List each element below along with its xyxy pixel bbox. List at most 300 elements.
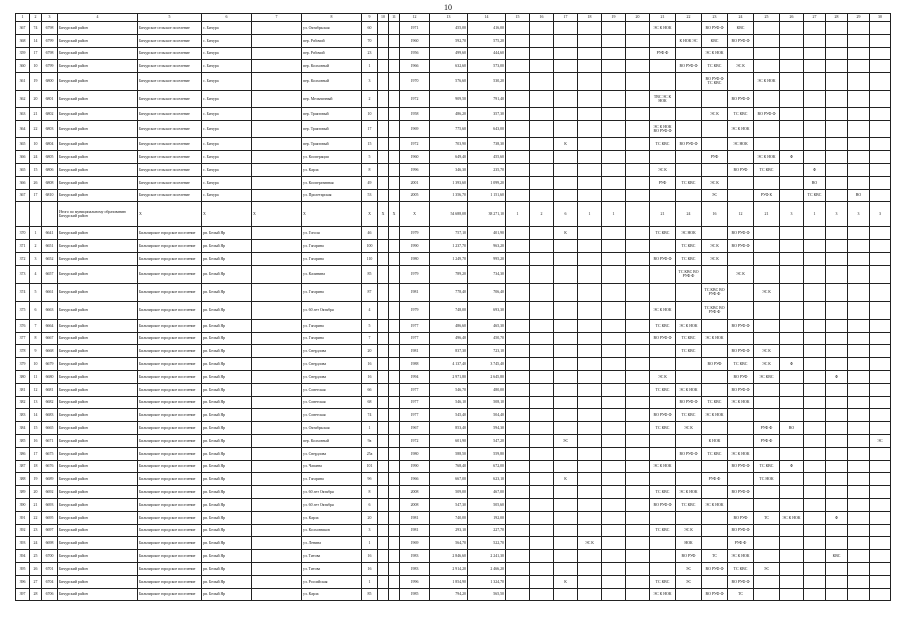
table-cell: 1 151,60 (468, 189, 506, 202)
table-cell (780, 34, 804, 47)
table-cell: РУФ (650, 176, 676, 189)
table-cell (626, 511, 650, 524)
table-cell (506, 409, 530, 422)
table-cell (804, 575, 826, 588)
table-cell (252, 575, 302, 588)
table-row (16, 409, 891, 422)
table-cell: К (554, 575, 578, 588)
table-cell: ЭС К НОК (676, 319, 702, 332)
table-cell (826, 383, 848, 396)
table-cell: Бичурский район (58, 34, 138, 47)
table-cell (754, 499, 780, 512)
table-cell (530, 447, 554, 460)
table-cell (578, 189, 602, 202)
table-cell (870, 240, 891, 253)
table-cell: ЭС (870, 435, 891, 448)
table-row (16, 301, 891, 319)
table-cell (530, 34, 554, 47)
table-cell: рп. Белый Яр (202, 283, 252, 301)
table-cell (870, 575, 891, 588)
table-cell (252, 396, 302, 409)
table-cell: 16 (530, 14, 554, 22)
table-cell: 3 745,40 (468, 358, 506, 371)
table-cell (826, 422, 848, 435)
table-cell: Бильчирское городское поселение (138, 486, 202, 499)
table-cell (578, 47, 602, 60)
table-cell: 385 (16, 435, 30, 448)
table-cell (728, 435, 754, 448)
table-cell (578, 473, 602, 486)
table-cell (676, 90, 702, 108)
table-row (16, 524, 891, 537)
table-cell (626, 34, 650, 47)
table-cell: 26 (780, 14, 804, 22)
table-cell (578, 108, 602, 121)
table-cell: Ф (826, 371, 848, 384)
table-cell (602, 240, 626, 253)
table-cell: Бильчирское городское поселение (138, 319, 202, 332)
table-cell: 6804 (42, 138, 58, 151)
table-cell (626, 345, 650, 358)
table-cell: Бичурский район (58, 265, 138, 283)
table-cell: ТС КВС (676, 409, 702, 422)
table-cell: Бичурский район (58, 108, 138, 121)
table-cell: Бичурское сельское поселение (138, 90, 202, 108)
table-cell (754, 47, 780, 60)
table-row (16, 332, 891, 345)
table-cell (252, 189, 302, 202)
table-cell (728, 499, 754, 512)
table-cell: ВО РУФ Ф (754, 108, 780, 121)
table-cell (389, 499, 400, 512)
table-cell: ЭС НОК (728, 138, 754, 151)
table-cell (754, 60, 780, 73)
table-cell (378, 575, 389, 588)
table-cell: ТС КВС ВО РУФ Ф (702, 283, 728, 301)
table-cell: рп. Белый Яр (202, 588, 252, 601)
table-cell: Бичурский район (58, 588, 138, 601)
table-cell (530, 460, 554, 473)
table-cell: 1960 (400, 151, 430, 164)
table-cell (578, 396, 602, 409)
table-cell (530, 319, 554, 332)
table-cell: 17 (30, 189, 42, 202)
table-cell (804, 47, 826, 60)
table-cell: Ф (804, 164, 826, 177)
table-cell: Бильчирское городское поселение (138, 253, 202, 266)
table-cell (804, 138, 826, 151)
table-cell (826, 524, 848, 537)
table-cell (780, 138, 804, 151)
table-cell: Бичурский район (58, 283, 138, 301)
table-cell: 6681 (42, 383, 58, 396)
table-cell: 573,00 (468, 60, 506, 73)
table-cell: Ф (780, 460, 804, 473)
table-cell: Бильчирское городское поселение (138, 396, 202, 409)
table-cell (826, 164, 848, 177)
table-cell: 643,00 (468, 120, 506, 138)
table-cell (554, 265, 578, 283)
table-cell (804, 524, 826, 537)
table-cell: 6657 (42, 265, 58, 283)
table-cell (804, 120, 826, 138)
table-cell (506, 435, 530, 448)
table-cell (804, 301, 826, 319)
table-cell: ТС КВС (650, 319, 676, 332)
table-cell (650, 108, 676, 121)
table-cell (728, 283, 754, 301)
table-cell (626, 60, 650, 73)
table-cell (389, 550, 400, 563)
table-cell: 378 (16, 345, 30, 358)
table-cell: 1977 (400, 409, 430, 422)
table-cell (780, 60, 804, 73)
table-cell: 486,20 (430, 108, 468, 121)
table-cell: Бичурский район (58, 60, 138, 73)
table-cell: ЭС К (702, 108, 728, 121)
table-cell (848, 301, 870, 319)
table-cell (848, 319, 870, 332)
table-cell: 395 (16, 563, 30, 576)
table-cell: ВО РУФ Ф (650, 253, 676, 266)
table-cell: ЭС К НОК (702, 47, 728, 60)
table-cell (578, 164, 602, 177)
table-cell (780, 371, 804, 384)
table-cell (506, 138, 530, 151)
table-cell: Х (378, 202, 389, 227)
table-cell (506, 265, 530, 283)
table-cell: 22 (676, 14, 702, 22)
table-cell: Бильчирское городское поселение (138, 447, 202, 460)
table-cell (754, 120, 780, 138)
table-cell (578, 227, 602, 240)
table-cell: 1 249,70 (430, 253, 468, 266)
table-cell (870, 22, 891, 35)
table-row (16, 240, 891, 253)
table-row (16, 371, 891, 384)
table-cell: 1970 (400, 73, 430, 91)
table-cell (389, 176, 400, 189)
table-cell: 2 645,80 (468, 371, 506, 384)
table-cell (870, 396, 891, 409)
table-cell (870, 383, 891, 396)
table-cell: 909,50 (430, 90, 468, 108)
table-cell (554, 60, 578, 73)
table-cell: КВС (826, 550, 848, 563)
table-cell (378, 164, 389, 177)
table-cell: Х (362, 202, 378, 227)
table-row (16, 358, 891, 371)
table-cell: 376 (16, 319, 30, 332)
table-cell: ЭС К (728, 60, 754, 73)
table-cell (826, 240, 848, 253)
table-cell (252, 383, 302, 396)
table-cell: 360 (16, 60, 30, 73)
table-cell: 450,70 (468, 332, 506, 345)
table-cell: ул. Калинина (302, 265, 362, 283)
table-cell (702, 537, 728, 550)
table-cell (826, 90, 848, 108)
table-cell (804, 396, 826, 409)
table-cell: 384 (16, 422, 30, 435)
table-cell (506, 447, 530, 460)
table-cell: 383 (16, 409, 30, 422)
table-cell (728, 47, 754, 60)
table-cell: 791,40 (468, 90, 506, 108)
table-cell: Бильчирское городское поселение (138, 240, 202, 253)
table-cell: 6805 (42, 151, 58, 164)
table-cell (754, 227, 780, 240)
table-cell: 564,70 (430, 537, 468, 550)
table-cell (602, 575, 626, 588)
table-cell: 370 (16, 227, 30, 240)
table-cell (389, 151, 400, 164)
table-cell (870, 345, 891, 358)
table-cell (848, 120, 870, 138)
table-cell: 21 (650, 202, 676, 227)
table-cell (650, 358, 676, 371)
table-cell (728, 253, 754, 266)
table-cell (754, 253, 780, 266)
table-cell (530, 108, 554, 121)
table-cell: ул. Карла (302, 588, 362, 601)
table-cell (578, 358, 602, 371)
table-cell: 6806 (42, 164, 58, 177)
table-cell (848, 550, 870, 563)
table-cell (506, 486, 530, 499)
table-cell: 393 (16, 537, 30, 550)
table-cell: 592,70 (430, 34, 468, 47)
table-cell: ТС КВС (650, 138, 676, 151)
table-cell: ЭС К НОК (754, 151, 780, 164)
table-cell (754, 486, 780, 499)
table-cell (626, 283, 650, 301)
table-cell (754, 332, 780, 345)
table-cell: рп. Белый Яр (202, 575, 252, 588)
table-cell: рп. Белый Яр (202, 473, 252, 486)
table-cell: Бильчирское городское поселение (138, 422, 202, 435)
table-cell: 14 (30, 34, 42, 47)
table-cell (42, 202, 58, 227)
table-cell (602, 396, 626, 409)
table-cell: Бильчирское городское поселение (138, 265, 202, 283)
table-cell: 10 (30, 138, 42, 151)
table-cell: ул. Ленина (302, 537, 362, 550)
table-cell (754, 240, 780, 253)
table-cell (780, 332, 804, 345)
table-cell: 7 (362, 332, 378, 345)
table-cell (848, 283, 870, 301)
table-row (16, 537, 891, 550)
table-cell: ВО РУФ Ф (702, 563, 728, 576)
table-cell (702, 575, 728, 588)
table-cell: 389 (16, 486, 30, 499)
table-cell: ВО РУФ Ф (676, 447, 702, 460)
table-cell (848, 164, 870, 177)
table-cell: 778,40 (430, 283, 468, 301)
table-cell (602, 524, 626, 537)
table-cell (530, 345, 554, 358)
table-cell: 25 (754, 14, 780, 22)
table-cell: Х (400, 202, 430, 227)
table-cell: ул. Октябрьская (302, 22, 362, 35)
table-cell (378, 486, 389, 499)
total-row (16, 202, 891, 227)
table-cell (389, 332, 400, 345)
table-cell (848, 371, 870, 384)
table-cell (554, 550, 578, 563)
table-cell (378, 435, 389, 448)
table-cell: 12 (30, 383, 42, 396)
table-cell: Бичурский район (58, 73, 138, 91)
table-cell: ТС КВС (702, 60, 728, 73)
table-cell: 623,10 (468, 473, 506, 486)
table-cell: 1988 (400, 358, 430, 371)
table-cell: 374 (16, 283, 30, 301)
table-cell: ТС НОК (754, 473, 780, 486)
table-cell: 601,90 (430, 435, 468, 448)
table-cell (530, 240, 554, 253)
table-cell (702, 486, 728, 499)
table-cell: Бичурский район (58, 396, 138, 409)
table-cell: ул. Гагарина (302, 332, 362, 345)
table-cell (626, 588, 650, 601)
table-cell (530, 176, 554, 189)
table-cell: 575,20 (468, 34, 506, 47)
table-cell (389, 383, 400, 396)
table-cell (602, 563, 626, 576)
table-cell: 4 137,40 (430, 358, 468, 371)
table-cell: 13 (30, 396, 42, 409)
table-cell (378, 73, 389, 91)
table-cell: 17 (30, 447, 42, 460)
table-cell (804, 60, 826, 73)
table-cell (626, 422, 650, 435)
table-cell: 30 (870, 14, 891, 22)
table-cell (626, 435, 650, 448)
table-cell (554, 486, 578, 499)
table-cell (780, 550, 804, 563)
table-cell (389, 371, 400, 384)
table-cell (252, 73, 302, 91)
table-cell: КВС (728, 22, 754, 35)
table-cell (578, 90, 602, 108)
table-cell: 547,30 (430, 499, 468, 512)
table-cell (870, 447, 891, 460)
table-cell (702, 460, 728, 473)
table-cell (826, 473, 848, 486)
table-cell: ВО РУФ (728, 371, 754, 384)
table-cell (626, 265, 650, 283)
table-cell (804, 227, 826, 240)
table-cell (554, 524, 578, 537)
table-cell: 366 (16, 151, 30, 164)
table-cell (252, 345, 302, 358)
table-cell: Бичурский район (58, 47, 138, 60)
table-cell: 29 (848, 14, 870, 22)
table-row (16, 60, 891, 73)
table-cell: 346,30 (430, 164, 468, 177)
table-cell: 6667 (42, 332, 58, 345)
table-cell (602, 227, 626, 240)
table-cell (578, 422, 602, 435)
table-cell (826, 563, 848, 576)
table-cell: 706,40 (468, 283, 506, 301)
table-cell: ВО РУФ Ф (728, 383, 754, 396)
table-cell: 7 (30, 319, 42, 332)
table-cell (626, 396, 650, 409)
table-cell (626, 371, 650, 384)
table-cell: ВО РУФ Ф (728, 486, 754, 499)
table-cell (702, 422, 728, 435)
table-cell: 23 (362, 47, 378, 60)
table-cell (252, 511, 302, 524)
table-cell (804, 486, 826, 499)
table-cell (252, 460, 302, 473)
table-cell (870, 90, 891, 108)
table-cell: Бичурский район (58, 253, 138, 266)
table-cell: 13 (430, 14, 468, 22)
table-cell (804, 588, 826, 601)
table-cell: 509,00 (430, 486, 468, 499)
table-cell (506, 460, 530, 473)
table-cell: ВО (804, 176, 826, 189)
table-cell (848, 34, 870, 47)
table-cell: 6798 (42, 22, 58, 35)
table-cell (826, 227, 848, 240)
table-cell (804, 499, 826, 512)
table-cell: 101 (362, 460, 378, 473)
table-cell: ул. 60 лет Октября (302, 301, 362, 319)
table-cell (252, 422, 302, 435)
table-cell: 1 (362, 537, 378, 550)
table-cell: 2 (30, 14, 42, 22)
table-cell (506, 120, 530, 138)
table-cell: 4 (58, 14, 138, 22)
table-cell: ЭС К НОК (676, 383, 702, 396)
table-cell: ул. Чапаева (302, 460, 362, 473)
table-cell (602, 358, 626, 371)
table-cell: 15 (30, 164, 42, 177)
table-cell (602, 283, 626, 301)
table-cell: Итого по муниципальному образованию Бичурский район (58, 202, 138, 227)
table-cell (626, 524, 650, 537)
table-cell: ЭС К (702, 253, 728, 266)
table-cell: 21 (30, 499, 42, 512)
table-cell (602, 22, 626, 35)
table-cell (780, 396, 804, 409)
table-cell: Бильчирское городское поселение (138, 283, 202, 301)
table-cell: 2001 (400, 176, 430, 189)
table-cell (826, 319, 848, 332)
table-cell: 3 (870, 202, 891, 227)
table-cell: 5 (362, 319, 378, 332)
table-cell: 54 688,08 (430, 202, 468, 227)
table-cell: ВО РУФ Ф (676, 138, 702, 151)
table-cell (252, 240, 302, 253)
table-cell: ул. Титова (302, 550, 362, 563)
table-cell (506, 422, 530, 435)
table-cell: 7 (252, 14, 302, 22)
table-cell: 21 (754, 202, 780, 227)
table-cell (826, 345, 848, 358)
table-row (16, 73, 891, 91)
table-cell (530, 22, 554, 35)
table-cell: ул. Свердлова (302, 447, 362, 460)
table-cell: Бичурское сельское поселение (138, 60, 202, 73)
table-cell (378, 253, 389, 266)
table-cell (728, 73, 754, 91)
